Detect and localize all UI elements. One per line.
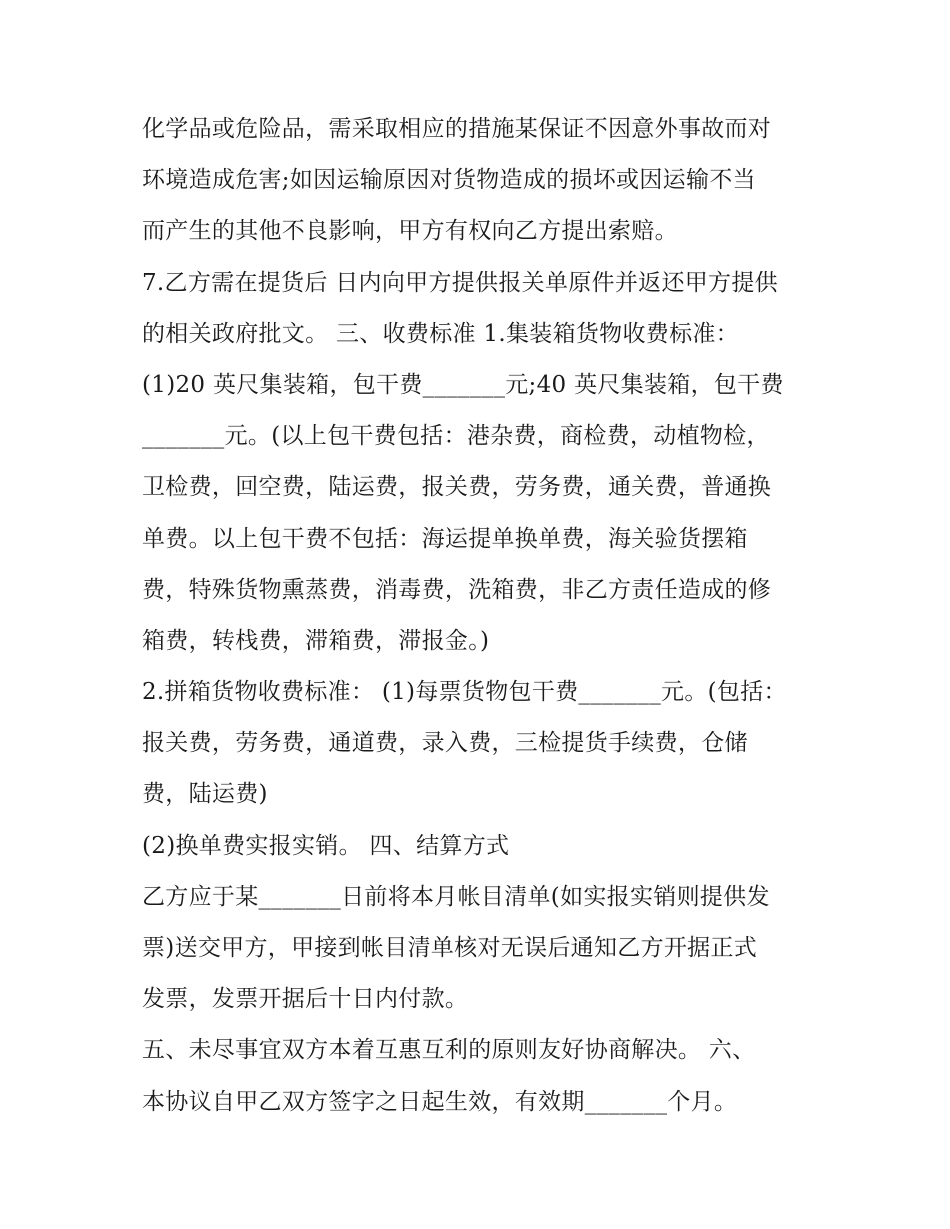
- text-line: 化学品或危险品，需采取相应的措施某保证不因意外事故而对: [142, 116, 772, 142]
- text-line: 五、未尽事宜双方本着互惠互利的原则友好协商解决。 六、: [142, 1037, 756, 1064]
- text-line: 乙方应于某_______日前将本月帐目清单(如实报实销则提供发: [142, 883, 770, 910]
- text-line: 卫检费，回空费，陆运费，报关费，劳务费，通关费，普通换: [142, 474, 772, 501]
- text-line: 7.乙方需在提货后 日内向甲方提供报关单原件并返还甲方提供: [142, 269, 778, 296]
- text-line: (1)20 英尺集装箱，包干费_______元;40 英尺集装箱，包干费: [142, 371, 784, 398]
- text-line: 费，特殊货物熏蒸费，消毒费，洗箱费，非乙方责任造成的修: [142, 576, 772, 603]
- text-line: 2.拼箱货物收费标准： (1)每票货物包干费_______元。(包括：: [142, 679, 787, 706]
- document-body: [142, 104, 822, 1128]
- text-line: 本协议自甲乙双方签字之日起生效，有效期_______个月。: [142, 1088, 738, 1115]
- text-line: 费，陆运费): [142, 781, 268, 808]
- text-line: 箱费，转栈费，滞箱费，滞报金。): [142, 627, 490, 654]
- text-line: 发票，发票开据后十日内付款。: [142, 986, 469, 1013]
- text-line: _______元。(以上包干费包括：港杂费，商检费，动植物检，: [142, 423, 770, 450]
- text-line: 的相关政府批文。 三、收费标准 1.集装箱货物收费标准：: [142, 320, 739, 347]
- text-line: 环境造成危害;如因运输原因对货物造成的损坏或因运输不当: [142, 167, 756, 194]
- text-line: 票)送交甲方，甲接到帐目清单核对无误后通知乙方开据正式: [142, 935, 758, 961]
- text-line: (2)换单费实报实销。 四、结算方式: [142, 832, 510, 859]
- text-line: 单费。以上包干费不包括：海运提单换单费，海关验货摆箱: [142, 525, 748, 552]
- text-line: 而产生的其他不良影响，甲方有权向乙方提出索赔。: [142, 218, 678, 245]
- text-line: 报关费，劳务费，通道费，录入费，三检提货手续费，仓储: [142, 730, 748, 757]
